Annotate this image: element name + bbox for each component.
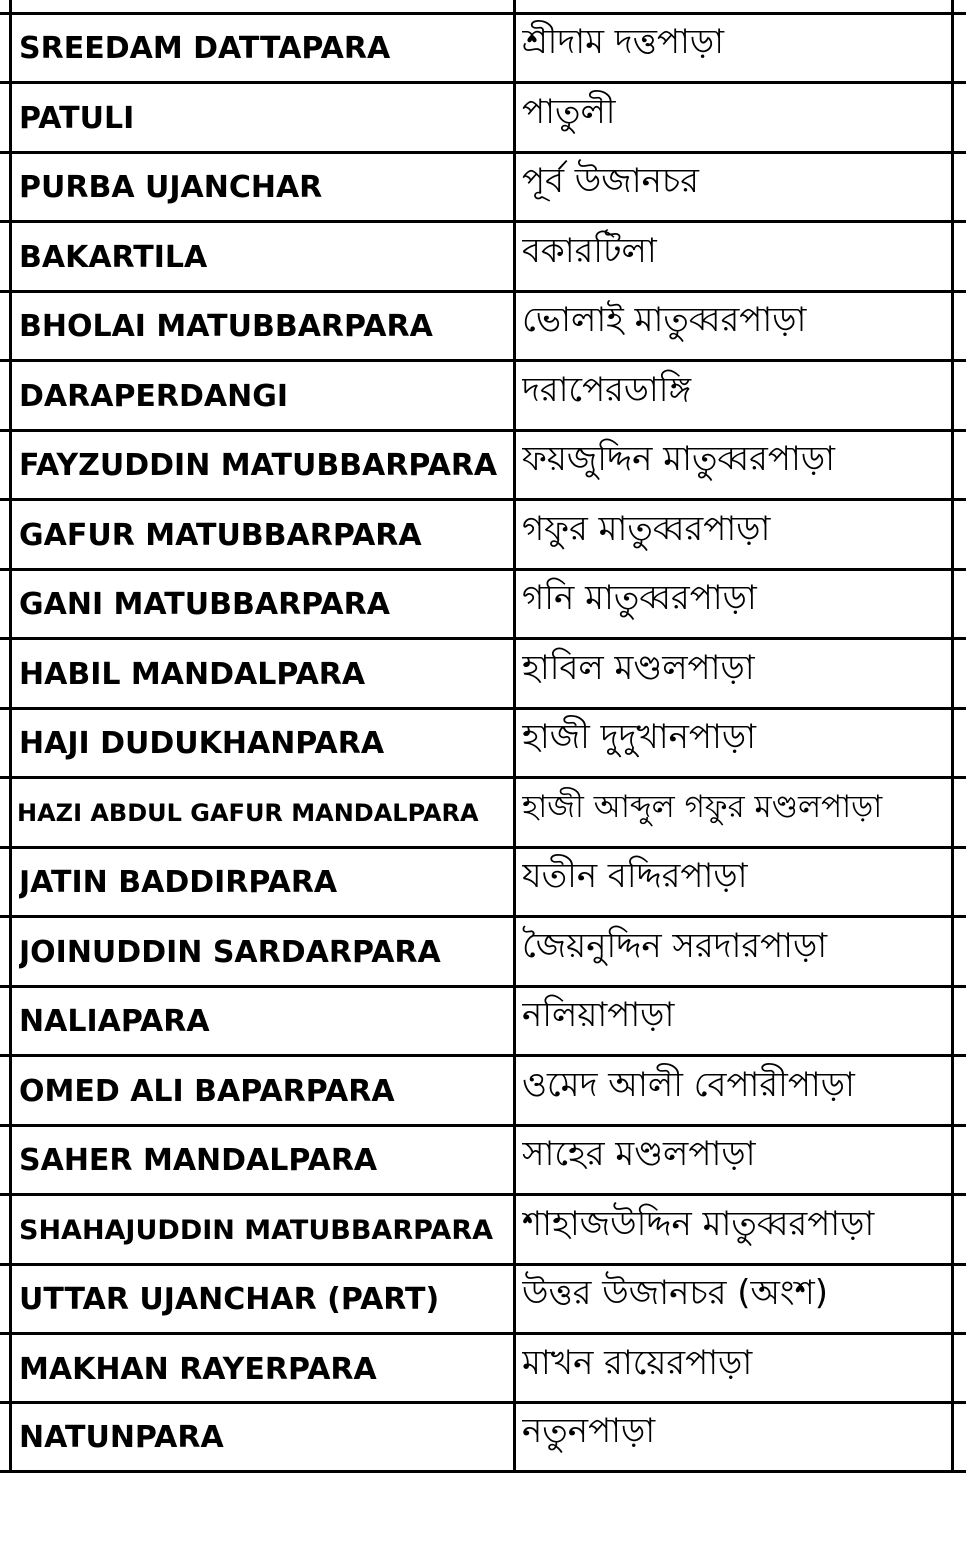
table-row	[0, 848, 966, 918]
village-name-bengali: জৈয়নুদ্দিন সরদারপাড়া	[522, 925, 828, 966]
village-name-english: DARAPERDANGI	[19, 378, 289, 414]
village-name-english: JATIN BADDIRPARA	[19, 865, 338, 901]
village-name-bengali: বকারটিলা	[522, 230, 657, 271]
village-name-english: GANI MATUBBARPARA	[19, 587, 390, 623]
village-name-english: OMED ALI BAPARPARA	[19, 1073, 395, 1109]
village-name-english: BAKARTILA	[19, 239, 208, 275]
table-row	[0, 779, 966, 849]
village-name-english: HAZI ABDUL GAFUR MANDALPARA	[17, 799, 479, 828]
table-row	[0, 1403, 966, 1473]
village-name-english: PATULI	[19, 100, 135, 136]
village-name-bengali: পাতুলী	[522, 91, 616, 132]
village-name-bengali: উত্তর উজানচর (অংশ)	[522, 1273, 828, 1314]
village-name-bengali: হাজী আব্দুল গফুর মণ্ডলপাড়া	[522, 789, 883, 826]
village-name-bengali: সাহের মণ্ডলপাড়া	[522, 1134, 756, 1175]
table-row	[0, 987, 966, 1057]
village-name-english: NATUNPARA	[19, 1420, 224, 1456]
village-name-bengali: হাজী দুদুখানপাড়া	[522, 717, 756, 758]
table-row	[0, 709, 966, 779]
table-row	[0, 14, 966, 84]
table-row	[0, 1196, 966, 1266]
village-name-english: SAHER MANDALPARA	[19, 1143, 378, 1179]
village-name-english: BHOLAI MATUBBARPARA	[19, 309, 433, 345]
table-row	[0, 570, 966, 640]
table-row	[0, 1126, 966, 1196]
village-name-english: FAYZUDDIN MATUBBARPARA	[19, 448, 498, 484]
village-name-bengali: পূর্ব উজানচর	[522, 161, 699, 202]
village-name-bengali: হাবিল মণ্ডলপাড়া	[522, 647, 755, 688]
village-name-bengali: গনি মাতুব্বরপাড়া	[522, 578, 757, 619]
village-name-bengali: নলিয়াপাড়া	[522, 995, 675, 1036]
table-row	[0, 1335, 966, 1405]
village-name-bengali: যতীন বদ্দিরপাড়া	[522, 856, 748, 897]
table-row	[0, 362, 966, 432]
village-name-english: GAFUR MATUBBARPARA	[19, 517, 422, 553]
village-name-bengali: গফুর মাতুব্বরপাড়া	[522, 508, 771, 549]
village-name-bengali: শ্রীদাম দত্তপাড়া	[522, 22, 725, 63]
village-name-english: UTTAR UJANCHAR (PART)	[19, 1282, 440, 1318]
village-name-english: NALIAPARA	[19, 1004, 210, 1040]
table-row	[0, 153, 966, 223]
table-row	[0, 1057, 966, 1127]
table-row	[0, 640, 966, 710]
village-name-bengali: দরাপেরডাঙ্গি	[522, 369, 692, 410]
table-row	[0, 84, 966, 154]
table-row	[0, 431, 966, 501]
village-name-bengali: ফয়জুদ্দিন মাতুব্বরপাড়া	[522, 439, 835, 480]
village-name-english: HABIL MANDALPARA	[19, 656, 366, 692]
village-name-english: SHAHAJUDDIN MATUBBARPARA	[19, 1214, 494, 1246]
table-row	[0, 292, 966, 362]
village-name-bengali: নতুনপাড়া	[522, 1411, 656, 1452]
table-row	[0, 1265, 966, 1335]
table-row	[0, 223, 966, 293]
village-name-english: JOINUDDIN SARDARPARA	[19, 934, 441, 970]
village-name-bengali: মাখন রায়েরপাড়া	[522, 1342, 753, 1383]
table-row	[0, 918, 966, 988]
table-row	[0, 501, 966, 571]
village-name-bengali: ওমেদ আলী বেপারীপাড়া	[522, 1064, 855, 1105]
village-name-bengali: শাহাজউদ্দিন মাতুব্বরপাড়া	[522, 1203, 875, 1244]
village-name-bengali: ভোলাই মাতুব্বরপাড়া	[522, 300, 807, 341]
village-name-english: MAKHAN RAYERPARA	[19, 1351, 377, 1387]
village-name-english: PURBA UJANCHAR	[19, 170, 323, 206]
village-name-english: SREEDAM DATTAPARA	[19, 31, 391, 67]
village-name-english: HAJI DUDUKHANPARA	[19, 726, 385, 762]
